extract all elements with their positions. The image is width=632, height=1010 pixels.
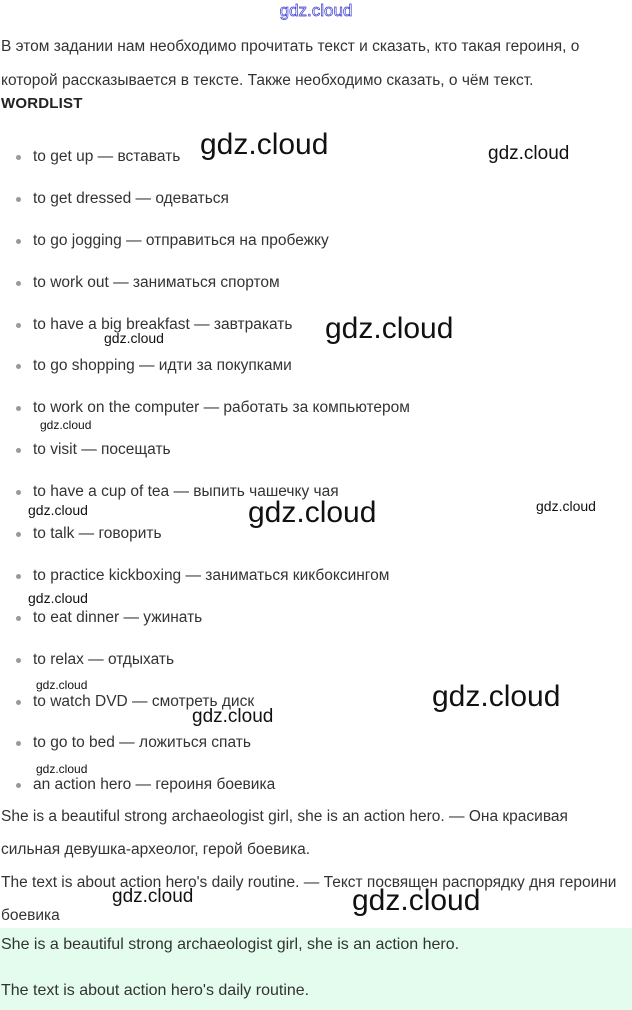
header-watermark: gdz.cloud: [279, 1, 353, 20]
bullet-icon: [16, 616, 21, 621]
list-item-text: to relax — отдыхать: [33, 650, 175, 668]
list-item-text: to go jogging — отправиться на пробежку: [33, 231, 329, 249]
list-item: [0, 263, 632, 305]
list-item: [0, 723, 632, 765]
watermark: gdz.cloud: [28, 590, 88, 606]
bullet-icon: [16, 364, 21, 369]
bullet-icon: [16, 239, 21, 244]
watermark: gdz.cloud: [104, 330, 164, 346]
bullet-icon: [16, 532, 21, 537]
list-item: [0, 388, 632, 430]
list-item: [0, 346, 632, 388]
list-item: [0, 179, 632, 221]
watermark: gdz.cloud: [488, 143, 570, 164]
bullet-icon: [16, 281, 21, 286]
list-item-text: to watch DVD — смотреть диск: [33, 692, 255, 710]
answer-line: She is a beautiful strong archaeologist girl, she is an action hero.: [1, 936, 460, 953]
bullet-icon: [16, 700, 21, 705]
watermark: gdz.cloud: [325, 312, 454, 345]
watermark: gdz.cloud: [28, 502, 88, 518]
watermark: gdz.cloud: [432, 680, 561, 713]
translation-block: [1, 800, 631, 932]
watermark: gdz.cloud: [536, 498, 596, 514]
list-item: [0, 556, 632, 598]
wordlist-heading: WORDLIST: [1, 95, 83, 112]
translation-line: She is a beautiful strong archaeologist girl, she is an action hero. — Она красивая сильная девушка-археолог, герой боевика.: [1, 808, 568, 858]
list-item-text: to work on the computer — работать за компьютером: [33, 399, 410, 417]
bullet-icon: [16, 406, 21, 411]
watermark: gdz.cloud: [112, 886, 194, 907]
list-item-text: to eat dinner — ужинать: [33, 608, 203, 626]
bullet-icon: [16, 783, 21, 788]
watermark: gdz.cloud: [248, 496, 377, 529]
list-item-text: to work out — заниматься спортом: [33, 273, 280, 291]
list-item-text: to go shopping — идти за покупками: [33, 357, 292, 375]
list-item-text: to visit — посещать: [33, 441, 171, 459]
watermark: gdz.cloud: [36, 678, 88, 692]
bullet-icon: [16, 741, 21, 746]
list-item-text: to get up — вставать: [33, 148, 181, 165]
list-item: [0, 430, 632, 472]
list-item-text: to get dressed — одеваться: [33, 189, 229, 207]
bullet-icon: [16, 155, 21, 160]
bullet-icon: [16, 197, 21, 202]
list-item-text: to talk — говорить: [33, 525, 162, 543]
list-item-text: to have a cup of tea — выпить чашечку чая: [33, 483, 339, 501]
list-item: [0, 640, 632, 682]
list-item-text: an action hero — героиня боевика: [33, 776, 276, 794]
watermark: gdz.cloud: [200, 128, 329, 161]
bullet-icon: [16, 323, 21, 328]
watermark: gdz.cloud: [192, 706, 274, 727]
list-item: [0, 305, 632, 347]
bullet-icon: [16, 448, 21, 453]
bullet-icon: [16, 574, 21, 579]
watermark: gdz.cloud: [352, 884, 481, 917]
list-item-text: to have a big breakfast — завтракать: [33, 315, 293, 333]
translation-line: The text is about action hero's daily routine. — Текст посвящен распорядку дня героини боевика: [1, 874, 617, 924]
bullet-icon: [16, 490, 21, 495]
bullet-icon: [16, 658, 21, 663]
watermark: gdz.cloud: [36, 762, 88, 776]
list-item-text: to practice kickboxing — заниматься кикбоксингом: [33, 566, 390, 584]
list-item: [0, 221, 632, 263]
list-item: [0, 598, 632, 640]
answer-line: The text is about action hero's daily routine.: [1, 982, 310, 999]
watermark: gdz.cloud: [40, 418, 92, 432]
list-item-text: to go to bed — ложиться спать: [33, 734, 251, 752]
intro-text: В этом задании нам необходимо прочитать текст и сказать, кто такая героиня, о которой рассказывается в тексте. Также необходимо сказать, о чём текст.: [1, 38, 580, 89]
